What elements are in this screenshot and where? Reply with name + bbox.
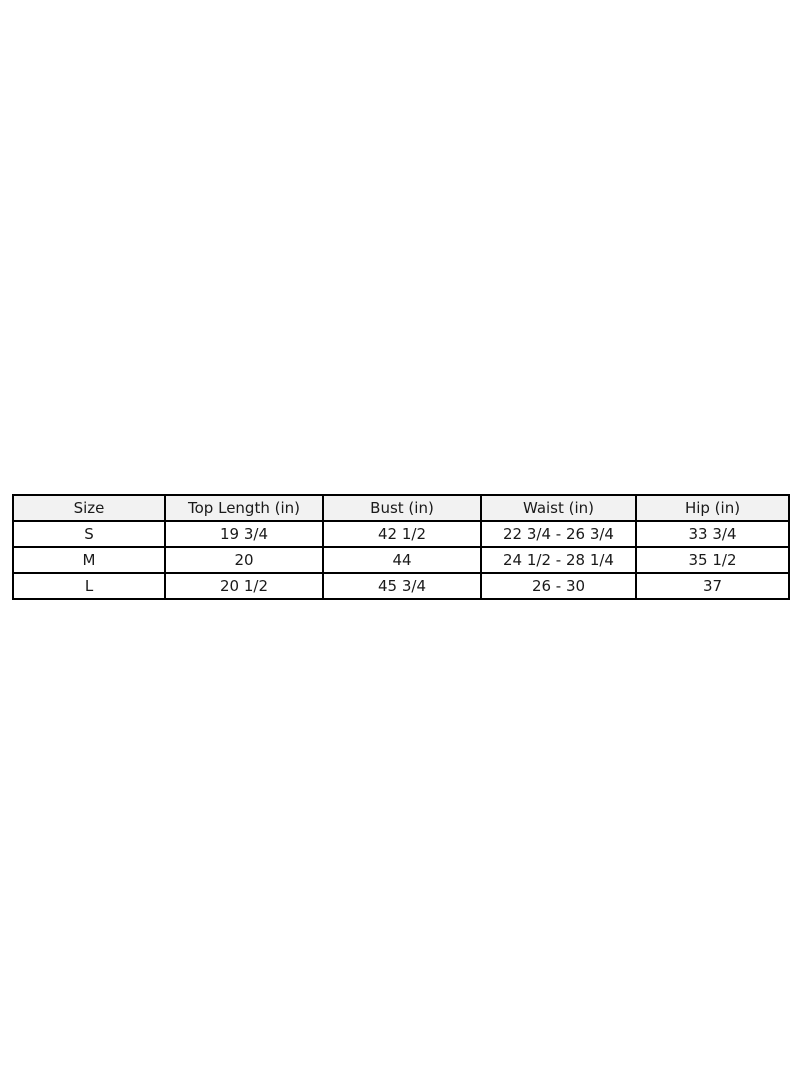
column-header-hip: Hip (in) [636, 495, 789, 521]
cell-top-length: 20 1/2 [165, 573, 323, 599]
column-header-waist: Waist (in) [481, 495, 636, 521]
table-row-size-l [13, 573, 789, 599]
cell-bust: 45 3/4 [323, 573, 481, 599]
cell-hip: 37 [636, 573, 789, 599]
cell-waist: 24 1/2 - 28 1/4 [481, 547, 636, 573]
size-chart-table [12, 494, 790, 600]
table-row-size-s [13, 521, 789, 547]
cell-size: M [13, 547, 165, 573]
cell-size: S [13, 521, 165, 547]
size-chart-header [13, 495, 789, 521]
size-chart-body [13, 521, 789, 599]
cell-hip: 33 3/4 [636, 521, 789, 547]
cell-top-length: 19 3/4 [165, 521, 323, 547]
table-row-size-m [13, 547, 789, 573]
cell-bust: 42 1/2 [323, 521, 481, 547]
column-header-size: Size [13, 495, 165, 521]
cell-hip: 35 1/2 [636, 547, 789, 573]
cell-bust: 44 [323, 547, 481, 573]
cell-size: L [13, 573, 165, 599]
cell-top-length: 20 [165, 547, 323, 573]
header-row [13, 495, 789, 521]
column-header-bust: Bust (in) [323, 495, 481, 521]
cell-waist: 26 - 30 [481, 573, 636, 599]
column-header-top-length: Top Length (in) [165, 495, 323, 521]
cell-waist: 22 3/4 - 26 3/4 [481, 521, 636, 547]
